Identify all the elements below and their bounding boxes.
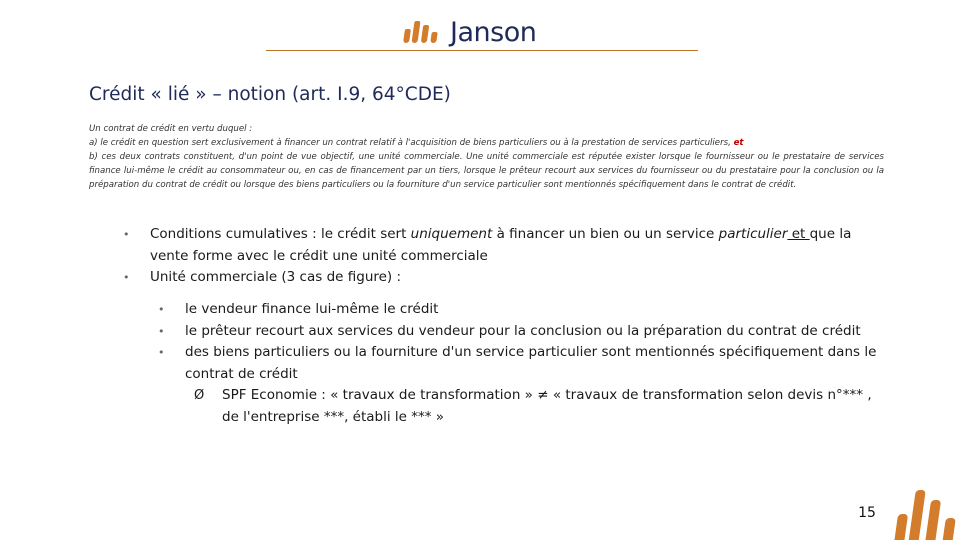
- brand-name: Janson: [450, 16, 537, 48]
- example-item: [194, 385, 878, 428]
- bullet-conditions-part2: à financer un bien ou un service: [492, 226, 719, 242]
- janson-logo-mark-icon: [402, 17, 438, 47]
- main-bullet-list: [123, 224, 883, 289]
- definition-a-text: a) le crédit en question sert exclusivement à financer un contrat relatif à l'acquisition de biens particuliers ou à la prestation de services particuliers,: [89, 138, 731, 148]
- case-item: [158, 299, 878, 321]
- janson-corner-mark-icon: [884, 480, 960, 540]
- case-item: [158, 342, 878, 385]
- bullet-icon: •: [158, 303, 165, 316]
- bullet-icon: •: [158, 324, 165, 338]
- definition-a-emphasis: et: [733, 138, 744, 148]
- header-divider: [266, 50, 698, 51]
- cases-list: [158, 299, 878, 428]
- bullet-icon: •: [123, 271, 130, 284]
- bullet-unite-commerciale: [123, 267, 883, 289]
- legal-definition: [89, 122, 884, 192]
- example-text: SPF Economie : « travaux de transformation » ≠ « travaux de transformation selon devis n°*** , de l'entreprise ***, établi le *** »: [222, 387, 872, 425]
- bullet-conditions-italic2: particulier: [718, 226, 788, 242]
- case-item: [158, 321, 878, 343]
- definition-b: b) ces deux contrats constituent, d'un point de vue objectif, une unité commerciale. Une unité commerciale est réputée exister lorsque le fournisseur ou le prestataire de services finance lui-même le crédit au consommateur ou, en cas de financement par un tiers, lorsque le prêteur recourt aux services du fournisseur ou du prestataire pour la conclusion ou la préparation du contrat de crédit ou lorsque des biens particuliers ou la fourniture d'un service particulier sont mentionnés spécifiquement dans le contrat de crédit.: [89, 152, 884, 190]
- bullet-unite-commerciale-text: Unité commerciale (3 cas de figure) :: [150, 269, 402, 285]
- janson-logo: [402, 14, 536, 50]
- bullet-conditions-underlined: et: [787, 226, 810, 242]
- slide-title: Crédit « lié » – notion (art. I.9, 64°CDE): [89, 84, 451, 105]
- bullet-icon: •: [158, 346, 165, 359]
- bullet-icon: •: [123, 228, 130, 241]
- bullet-conditions: [123, 224, 883, 267]
- bullet-conditions-part3: que la vente forme avec le crédit une unité commerciale: [150, 226, 852, 264]
- page-number: 15: [858, 505, 876, 521]
- case-text: le prêteur recourt aux services du vendeur pour la conclusion ou la préparation du contrat de crédit: [185, 322, 861, 339]
- arrow-bullet-icon: Ø: [194, 388, 205, 403]
- case-text: le vendeur finance lui-même le crédit: [185, 301, 439, 317]
- bullet-conditions-italic1: uniquement: [410, 226, 493, 242]
- bullet-conditions-part1: Conditions cumulatives : le crédit sert: [150, 226, 411, 242]
- case-text: des biens particuliers ou la fourniture d'un service particulier sont mentionnés spécifiquement dans le contrat de crédit: [185, 344, 877, 382]
- definition-a: [89, 136, 884, 150]
- definition-intro: Un contrat de crédit en vertu duquel :: [89, 124, 253, 134]
